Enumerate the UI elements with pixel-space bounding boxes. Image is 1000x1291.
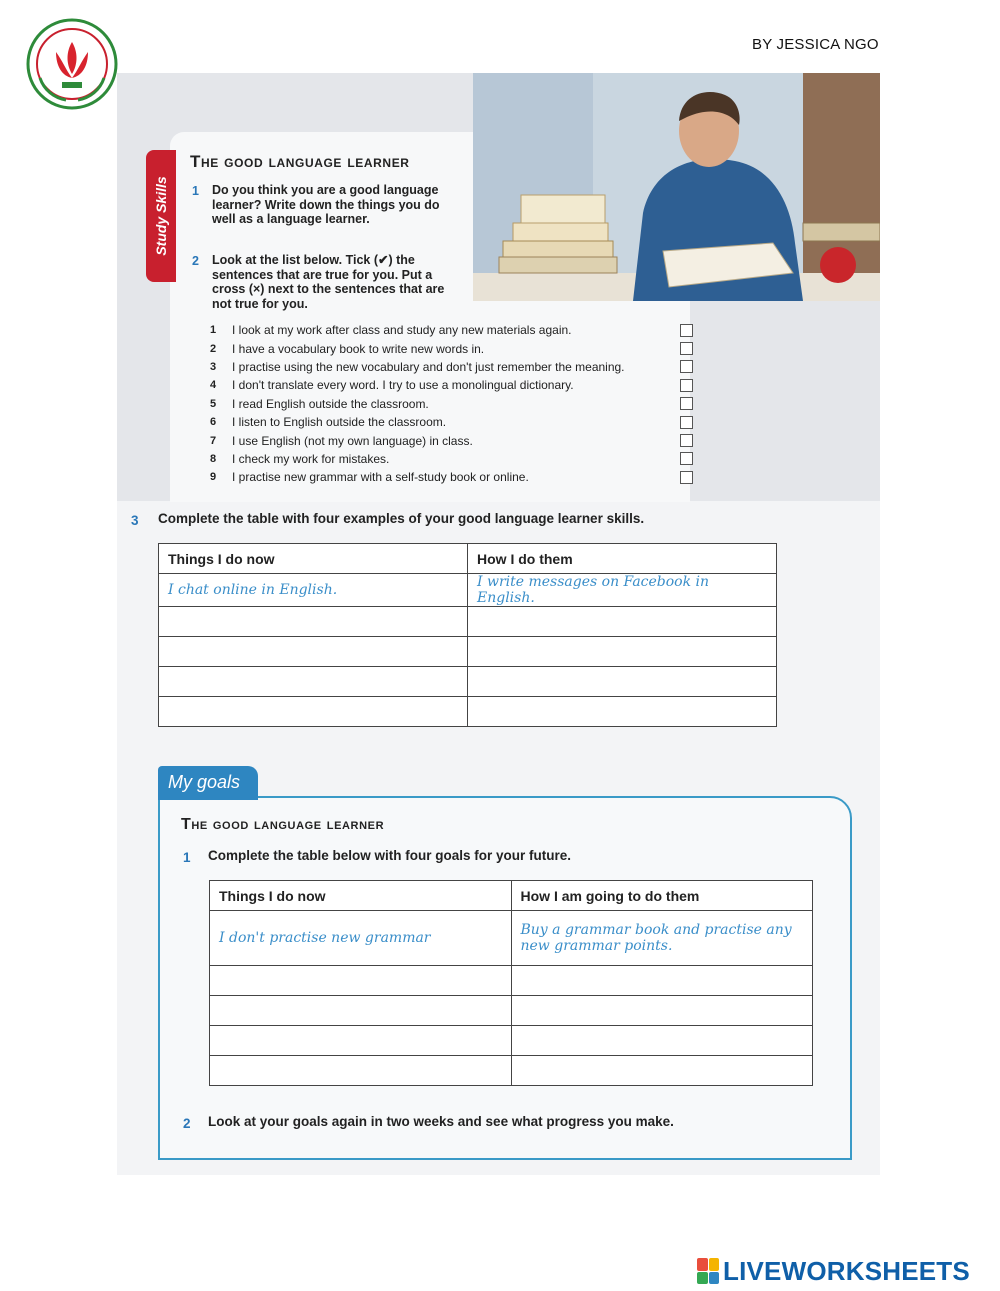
liveworksheets-wordmark: LIVEWORKSHEETS: [723, 1255, 970, 1286]
item-checkbox[interactable]: [680, 379, 693, 392]
item-checkbox[interactable]: [680, 342, 693, 355]
table-row: [159, 637, 777, 667]
item-text: I practise new grammar with a self-study book or online.: [232, 470, 529, 485]
item-number: 7: [210, 434, 217, 447]
item-checkbox[interactable]: [680, 471, 693, 484]
checklist-item: [210, 358, 710, 376]
item-text: I don't translate every word. I try to use a monolingual dictionary.: [232, 378, 574, 393]
table-header-cell: Things I do now: [210, 881, 512, 911]
checklist-item: [210, 395, 710, 413]
item-checkbox[interactable]: [680, 452, 693, 465]
my-goals-tab: [158, 766, 258, 800]
author-credit: BY JESSICA NGO: [752, 36, 879, 53]
item-number: 1: [210, 324, 217, 337]
item-checkbox[interactable]: [680, 434, 693, 447]
checklist-item: [210, 376, 710, 394]
table-row: [159, 607, 777, 637]
item-checkbox[interactable]: [680, 397, 693, 410]
liveworksheets-brand[interactable]: [697, 1256, 970, 1286]
liveworksheets-logo-icon: [697, 1258, 719, 1284]
question-2-number: 2: [192, 254, 199, 268]
question-1-text: Do you think you are a good language learner? Write down the things you do well as a language learner.: [212, 183, 440, 226]
table-row: [210, 1056, 813, 1086]
answer-cell[interactable]: [159, 697, 468, 727]
item-text: I practise using the new vocabulary and don't just remember the meaning.: [232, 359, 625, 374]
table-row: [159, 574, 777, 607]
item-text: I have a vocabulary book to write new words in.: [232, 341, 485, 356]
goals-question-1-text: Complete the table below with four goals for your future.: [208, 848, 572, 863]
item-number: 5: [210, 397, 217, 410]
example-cell: I write messages on Facebook in English.: [468, 574, 777, 607]
answer-cell[interactable]: [511, 1056, 813, 1086]
item-text: I use English (not my own language) in class.: [232, 433, 473, 448]
checklist-item: [210, 468, 710, 486]
my-goals-heading: The good language learner: [181, 816, 385, 833]
question-2-text: Look at the list below. Tick (✔) the sentences that are true for you. Put a cross (×) next to the sentences that are not true for you.: [212, 253, 445, 311]
table-header-row: [159, 544, 777, 574]
answer-cell[interactable]: [210, 966, 512, 996]
item-number: 2: [210, 342, 217, 355]
table-header-cell: How I am going to do them: [511, 881, 813, 911]
study-skills-heading: The good language learner: [190, 152, 410, 171]
answer-cell[interactable]: [159, 667, 468, 697]
answer-cell[interactable]: [210, 996, 512, 1026]
question-3-number: 3: [131, 513, 139, 528]
question-1-number: 1: [192, 184, 199, 198]
checklist-item: [210, 431, 710, 449]
my-goals-tab-label: My goals: [168, 772, 241, 792]
item-text: I look at my work after class and study any new materials again.: [232, 323, 572, 338]
table-header-cell: How I do them: [468, 544, 777, 574]
item-checkbox[interactable]: [680, 324, 693, 337]
answer-cell[interactable]: [159, 637, 468, 667]
table-row: [210, 1026, 813, 1056]
school-lotus-logo: [26, 18, 118, 110]
answer-cell[interactable]: [511, 966, 813, 996]
item-checkbox[interactable]: [680, 360, 693, 373]
answer-cell[interactable]: [511, 996, 813, 1026]
example-cell: I don't practise new grammar: [210, 911, 512, 966]
answer-cell[interactable]: [210, 1026, 512, 1056]
table-row: [159, 697, 777, 727]
checklist-item: [210, 339, 710, 357]
checklist-item: [210, 321, 710, 339]
goals-question-2-text: Look at your goals again in two weeks and see what progress you make.: [208, 1114, 674, 1129]
answer-cell[interactable]: [468, 607, 777, 637]
goals-question-2-number: 2: [183, 1116, 191, 1131]
checklist-item: [210, 450, 710, 468]
table-row: [210, 996, 813, 1026]
table-row: [210, 911, 813, 966]
answer-cell[interactable]: [468, 697, 777, 727]
checklist-item: [210, 413, 710, 431]
answer-cell[interactable]: [468, 637, 777, 667]
goals-question-1-number: 1: [183, 850, 191, 865]
item-number: 3: [210, 360, 217, 373]
item-number: 4: [210, 379, 217, 392]
item-text: I read English outside the classroom.: [232, 396, 429, 411]
example-cell: Buy a grammar book and practise any new grammar points.: [511, 911, 813, 966]
skills-table: [158, 543, 777, 727]
item-checkbox[interactable]: [680, 416, 693, 429]
answer-cell[interactable]: [210, 1056, 512, 1086]
study-skills-tab-label: Study Skills: [153, 176, 169, 256]
question-3-text: Complete the table with four examples of your good language learner skills.: [158, 511, 645, 526]
item-number: 8: [210, 452, 217, 465]
table-header-row: [210, 881, 813, 911]
table-row: [210, 966, 813, 996]
item-text: I check my work for mistakes.: [232, 451, 390, 466]
answer-cell[interactable]: [468, 667, 777, 697]
table-header-cell: Things I do now: [159, 544, 468, 574]
answer-cell[interactable]: [511, 1026, 813, 1056]
answer-cell[interactable]: [159, 607, 468, 637]
table-row: [159, 667, 777, 697]
study-skills-side-tab: [146, 150, 176, 282]
item-number: 9: [210, 471, 217, 484]
goals-table: [209, 880, 813, 1086]
student-studying-photo: [473, 73, 880, 301]
item-text: I listen to English outside the classroom.: [232, 415, 447, 430]
item-number: 6: [210, 416, 217, 429]
checklist: [210, 321, 710, 487]
example-cell: I chat online in English.: [159, 574, 468, 607]
